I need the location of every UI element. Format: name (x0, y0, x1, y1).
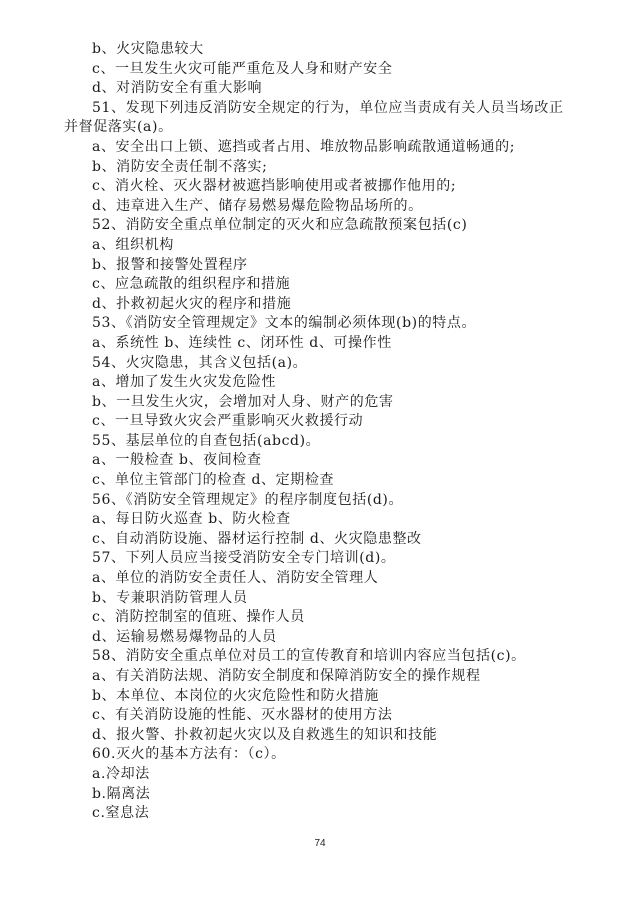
text-line: a、组织机构 (92, 236, 174, 253)
text-line: a、单位的消防安全责任人、消防安全管理人 (92, 570, 379, 587)
question-56: 56、《消防安全管理规定》的程序制度包括(d)。 (92, 491, 404, 508)
text-line: a、系统性 b、连续性 c、闭环性 d、可操作性 (92, 334, 392, 351)
text-line: c、自动消防设施、器材运行控制 d、火灾隐患整改 (92, 530, 422, 547)
text-line: d、报火警、扑救初起火灾以及自救逃生的知识和技能 (92, 726, 438, 743)
document-body (64, 40, 584, 824)
text-line: c、应急疏散的组织程序和措施 (92, 276, 291, 293)
text-line: d、运输易燃易爆物品的人员 (92, 628, 277, 645)
text-line: b、报警和接警处置程序 (92, 256, 248, 273)
question-52: 52、消防安全重点单位制定的灭火和应急疏散预案包括(c) (92, 217, 468, 234)
text-line: a、一般检查 b、夜间检查 (92, 452, 262, 469)
question-51: 51、发现下列违反消防安全规定的行为，单位应当责成有关人员当场改正 (92, 99, 564, 116)
text-line: b、专兼职消防管理人员 (92, 589, 248, 606)
text-line: c、消火栓、灭火器材被遮挡影响使用或者被挪作他用的; (92, 178, 457, 195)
text-line: b、本单位、本岗位的火灾危险性和防火措施 (92, 687, 379, 704)
text-line: b.隔离法 (92, 785, 151, 802)
text-line: a.冷却法 (92, 765, 150, 782)
text-line: c、一旦导致火灾会严重影响灭火救援行动 (92, 413, 364, 430)
question-53: 53、《消防安全管理规定》文本的编制必须体现(b)的特点。 (92, 315, 477, 332)
text-line: b、消防安全责任制不落实; (92, 158, 268, 175)
question-51-continued: 并督促落实(a)。 (64, 119, 173, 136)
text-line: c、单位主管部门的检查 d、定期检查 (92, 472, 335, 489)
text-line: b、一旦发生火灾，会增加对人身、财产的危害 (92, 393, 394, 410)
text-line: d、扑救初起火灾的程序和措施 (92, 295, 292, 312)
text-line: a、有关消防法规、消防安全制度和保障消防安全的操作规程 (92, 668, 481, 684)
text-line: b、火灾隐患较大 (92, 41, 204, 57)
text-line: c、消防控制室的值班、操作人员 (92, 609, 305, 626)
text-line: c、有关消防设施的性能、灭水器材的使用方法 (92, 707, 393, 724)
text-line: a、安全出口上锁、遮挡或者占用、堆放物品影响疏散通道畅通的; (92, 138, 516, 155)
text-line: c.窒息法 (92, 805, 150, 822)
page-number: 74 (314, 838, 326, 849)
question-55: 55、基层单位的自查包括(abcd)。 (92, 432, 321, 449)
text-line: d、违章进入生产、储存易燃易爆危险物品场所的。 (92, 197, 423, 214)
text-line: a、每日防火巡查 b、防火检查 (92, 511, 291, 528)
question-57: 57、下列人员应当接受消防安全专门培训(d)。 (92, 550, 396, 567)
question-60: 60.灭火的基本方法有：（c）。 (92, 746, 286, 763)
text-line: c、一旦发生火灾可能严重危及人身和财产安全 (92, 60, 393, 77)
question-58: 58、消防安全重点单位对员工的宣传教育和培训内容应当包括(c)。 (92, 648, 526, 665)
text-line: a、增加了发生火灾发危险性 (92, 374, 277, 391)
text-line: d、对消防安全有重大影响 (92, 80, 263, 97)
question-54: 54、火灾隐患，其含义包括(a)。 (92, 354, 308, 371)
